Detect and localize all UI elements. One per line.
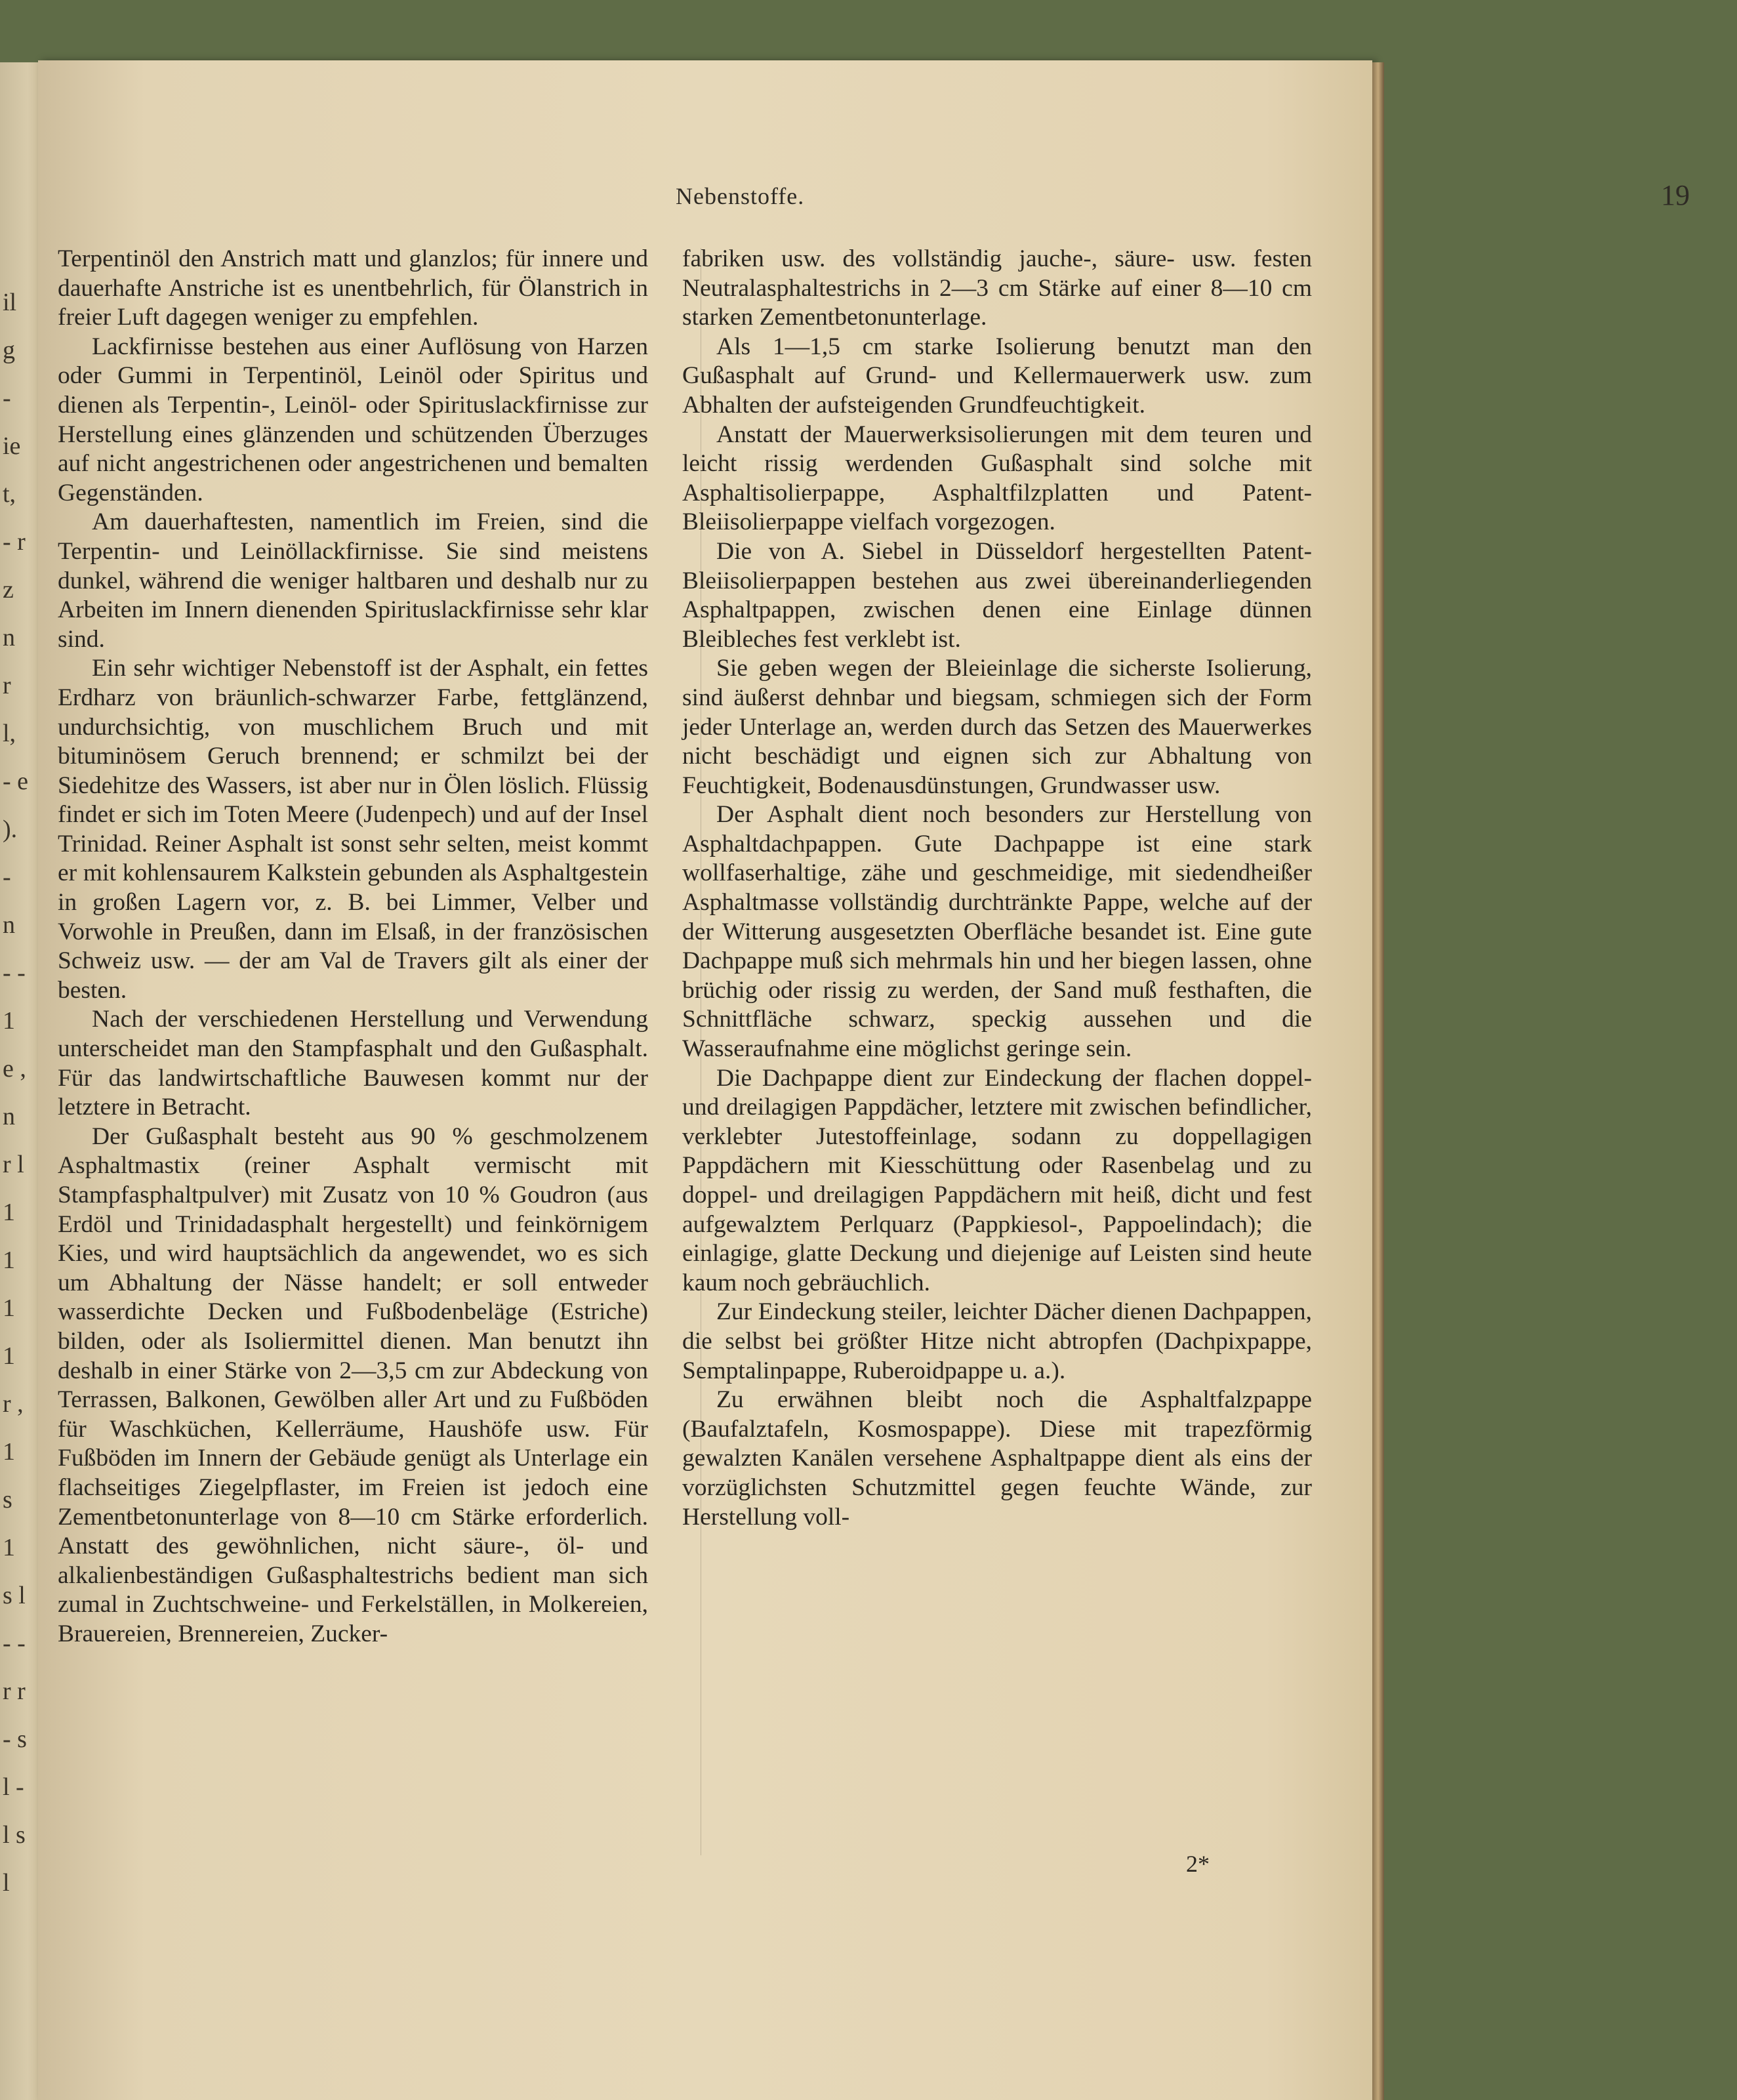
running-title: Nebenstoffe.: [676, 183, 805, 209]
paragraph: Sie geben wegen der Bleieinlage die sicherste Isolierung, sind äußerst dehnbar und biegsam, schmiegen sich der Form jeder Unterlage an, werden durch das Setzen des Mauerwerkes nicht beschädigt und eignen sich zur Abhaltung von Feuchtigkeit, Bodenausdünstungen, Grundwasser usw.: [682, 655, 1312, 799]
paragraph: Als 1—1,5 cm starke Isolierung benutzt man den Gußasphalt auf Grund- und Kellermauerwerk usw. zum Abhalten der aufsteigenden Grundfeuchtigkeit.: [682, 333, 1312, 419]
page-header: [676, 178, 1698, 211]
book-cover-edge: [1372, 62, 1384, 2100]
paragraph: Anstatt der Mauerwerksisolierungen mit dem teuren und leicht rissig werdenden Gußasphalt sind solche mit Asphaltisolierpappe, Asphaltfilzplatten und Patent-Bleiisolierpappe vielfach vorgezogen.: [682, 421, 1312, 536]
right-column: [682, 245, 1312, 1532]
facing-page-fragments: il g - ie t, - r z n r l, - e ). - n - - 1 e , n r l 1 1 1 1 r , 1 s 1 s l - - r r - s l - l s l: [3, 289, 29, 1897]
paragraph: Der Asphalt dient noch besonders zur Herstellung von Asphaltdachpappen. Gute Dachpappe ist eine stark wollfaserhaltige, zähe und geschmeidige, mit siedendheißer Asphaltmasse vollständig durchtränkte Pappe, welche auf der der Witterung ausgesetzten Oberfläche besandet ist. Eine gute Dachpappe muß sich mehrmals hin und her biegen lassen, ohne brüchig oder rissig zu werden, der Sand muß festhaften, die Schnittfläche schwarz, speckig aussehen und die Wasseraufnahme eine möglichst geringe sein.: [682, 801, 1312, 1063]
paragraph: Lackfirnisse bestehen aus einer Auflösung von Harzen oder Gummi in Terpentinöl, Leinöl oder Spiritus und dienen als Terpentin-, Leinöl- oder Spirituslackfirnisse zur Herstellung eines glänzenden und schützenden Überzuges auf nicht angestrichenen oder angestrichenen und bemalten Gegenständen.: [58, 333, 648, 506]
paragraph: Am dauerhaftesten, namentlich im Freien, sind die Terpentin- und Leinöllackfirnisse. Sie sind meistens dunkel, während die weniger haltbaren und deshalb nur zu Arbeiten im Innern dienenden Spirituslackfirnisse sehr klar sind.: [58, 508, 648, 653]
paragraph: Der Gußasphalt besteht aus 90 % geschmolzenem Asphaltmastix (reiner Asphalt vermischt mit Stampfasphaltpulver) mit Zusatz von 10 % Goudron (aus Erdöl und Trinidadasphalt hergestellt) und feinkörnigem Kies, und wird hauptsächlich da angewendet, wo es sich um Abhaltung der Nässe handelt; er soll entweder wasserdichte Decken und Fußbodenbeläge (Estriche) bilden, oder als Isoliermittel dienen. Man benutzt ihn deshalb in einer Stärke von 2—3,5 cm zur Abdeckung von Terrassen, Balkonen, Gewölben aller Art und zu Fußböden für Waschküchen, Kellerräume, Haushöfe usw. Für Fußböden im Innern der Gebäude genügt als Unterlage ein flachseitiges Ziegelpflaster, im Freien ist jedoch eine Zementbetonunterlage von 8—10 cm Stärke erforderlich. Anstatt des gewöhnlichen, nicht säure-, öl- und alkalienbeständigen Gußasphaltestrichs bedient man sich zumal in Zuchtschweine- und Ferkelställen, in Molkereien, Brauereien, Brennereien, Zucker-: [58, 1122, 648, 1647]
left-column: [58, 245, 648, 1649]
page-number: 19: [1661, 179, 1690, 211]
signature-mark: 2*: [1186, 1851, 1210, 1877]
paragraph: Die von A. Siebel in Düsseldorf hergestellten Patent-Bleiisolierpappen bestehen aus zwei übereinanderliegenden Asphaltpappen, zwischen denen eine Einlage dünnen Bleibleches fest verklebt ist.: [682, 537, 1312, 653]
paragraph: Zu erwähnen bleibt noch die Asphaltfalzpappe (Baufalztafeln, Kosmospappe). Diese mit trapezförmig gewalzten Kanälen versehene Asphaltpappe dient als eins der vorzüglichsten Schutzmittel gegen feuchte Wände, zur Herstellung voll-: [682, 1386, 1312, 1531]
paragraph: Terpentinöl den Anstrich matt und glanzlos; für innere und dauerhafte Anstriche ist es unentbehrlich, für Ölanstrich in freier Luft dagegen weniger zu empfehlen.: [58, 245, 648, 331]
paragraph: Die Dachpappe dient zur Eindeckung der flachen doppel- und dreilagigen Pappdächer, letztere mit zwischen befindlicher, verklebter Jutestoffeinlage, sodann zu doppellagigen Pappdächern mit Kiesschüttung oder Rasenbelag und zu doppel- und dreilagigen Pappdächern mit heiß, dicht und fest aufgewalztem Perlquarz (Pappkiesol-, Pappoelindach); die einlagige, glatte Deckung und diejenige auf Leisten sind heute kaum noch gebräuchlich.: [682, 1064, 1312, 1296]
paragraph: Nach der verschiedenen Herstellung und Verwendung unterscheidet man den Stampfasphalt und den Gußasphalt. Für das landwirtschaftliche Bauwesen kommt nur der letztere in Betracht.: [58, 1006, 648, 1121]
paragraph: fabriken usw. des vollständig jauche-, säure- usw. festen Neutralasphaltestrichs in 2—3 cm Stärke auf einer 8—10 cm starken Zementbetonunterlage.: [682, 245, 1312, 331]
paragraph: Ein sehr wichtiger Nebenstoff ist der Asphalt, ein fettes Erdharz von bräunlich-schwarzer Farbe, fettglänzend, undurchsichtig, von muschlichem Bruch und mit bituminösem Geruch brennend; er schmilzt bei der Siedehitze des Wassers, ist aber nur in Ölen löslich. Flüssig findet er sich im Toten Meere (Judenpech) und auf der Insel Trinidad. Reiner Asphalt ist sonst sehr selten, meist kommt er mit kohlensaurem Kalkstein gebunden als Asphaltgestein in großen Lagern vor, z. B. bei Limmer, Velber und Vorwohle in Preußen, dann im Elsaß, in der französischen Schweiz usw. — der am Val de Travers gilt als einer der besten.: [58, 655, 648, 1004]
paragraph: Zur Eindeckung steiler, leichter Dächer dienen Dachpappen, die selbst bei größter Hitze nicht abtropfen (Dachpixpappe, Semptalinpappe, Ruberoidpappe u. a.).: [682, 1298, 1312, 1384]
